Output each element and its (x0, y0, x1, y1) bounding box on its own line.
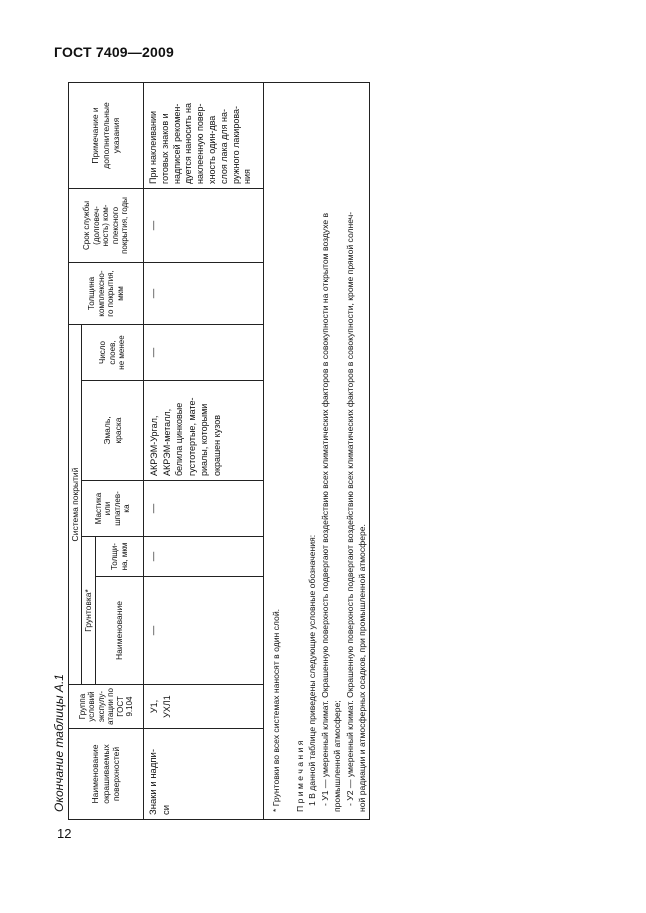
cell-thickness: — (144, 262, 264, 324)
header-primer-name: Наименование (96, 576, 144, 684)
header-surface: Наименование окрашиваемых поверхностей (68, 728, 144, 820)
table-footnote: * Грунтовки во всех системах наносят в один слой. (271, 608, 281, 812)
cell-surface: Знаки и надпи- си (144, 728, 264, 820)
cell-putty: — (144, 480, 264, 536)
cell-layers: — (144, 324, 264, 380)
header-group: Группа условий экспулу- атации по ГОСТ 9.104 (68, 684, 144, 728)
notes-line-3: промышленной атмосфере; (332, 700, 343, 812)
header-primer: Грунтовка* (82, 536, 96, 684)
notes-line-2: - У1 — умеренный климат. Окрашенную поверхность подвергают воздействию всех климатических факторов в совокупности на открытом воздухе в (319, 212, 330, 806)
header-service-life: Срок службы (долговеч- ность) ком- плексного покрытия, годы (68, 188, 144, 262)
cell-notes: При наклеивании готовых знаков и надписей рекомен- дуется наносить на наклеенную повер- хность один-два слоя лака для на- ружного лакирова- ния (144, 82, 264, 188)
notes-block (294, 92, 368, 812)
header-enamel: Эмаль, краска (82, 380, 144, 480)
rotated-table-frame (68, 82, 370, 820)
cell-group: У1, УХЛ1 (144, 684, 264, 728)
notes-line-1: 1 В данной таблице приведены следующие условные обозначения: (307, 534, 318, 806)
notes-line-4: - У2 — умеренный климат. Окрашенную поверхность подвергают воздействию всех климатических факторов в совокупности, кроме прямой солнеч- (344, 211, 355, 806)
header-primer-thickness: Толщи- на, мкм (96, 536, 144, 576)
notes-line-5: ной радиации и атмосферных осадков, при промышленной атмосфере. (357, 524, 368, 812)
table-a1 (68, 82, 370, 820)
page-number: 12 (57, 826, 72, 841)
header-putty: Мастика или шпатлев- ка (82, 480, 144, 536)
header-thickness: Толщина комплексно- го покрытия, мкм (68, 262, 144, 324)
header-layers: Число слоев, не менее (82, 324, 144, 380)
cell-enamel: АКРЭМ-Ургал, АКРЭМ-металл, белила цинковые густотертые, мате- риалы, которыми окрашен кузов (144, 380, 264, 480)
cell-primer-thickness: — (144, 536, 264, 576)
cell-service-life: — (144, 188, 264, 262)
header-system: Система покрытий (68, 324, 82, 684)
notes-title: П р и м е ч а н и я (295, 740, 305, 812)
header-notes: Примечание и дополнительные указания (68, 82, 144, 188)
document-code: ГОСТ 7409—2009 (54, 44, 174, 60)
table-continuation-label: Окончание таблицы А.1 (52, 674, 66, 812)
cell-primer-name: — (144, 576, 264, 684)
